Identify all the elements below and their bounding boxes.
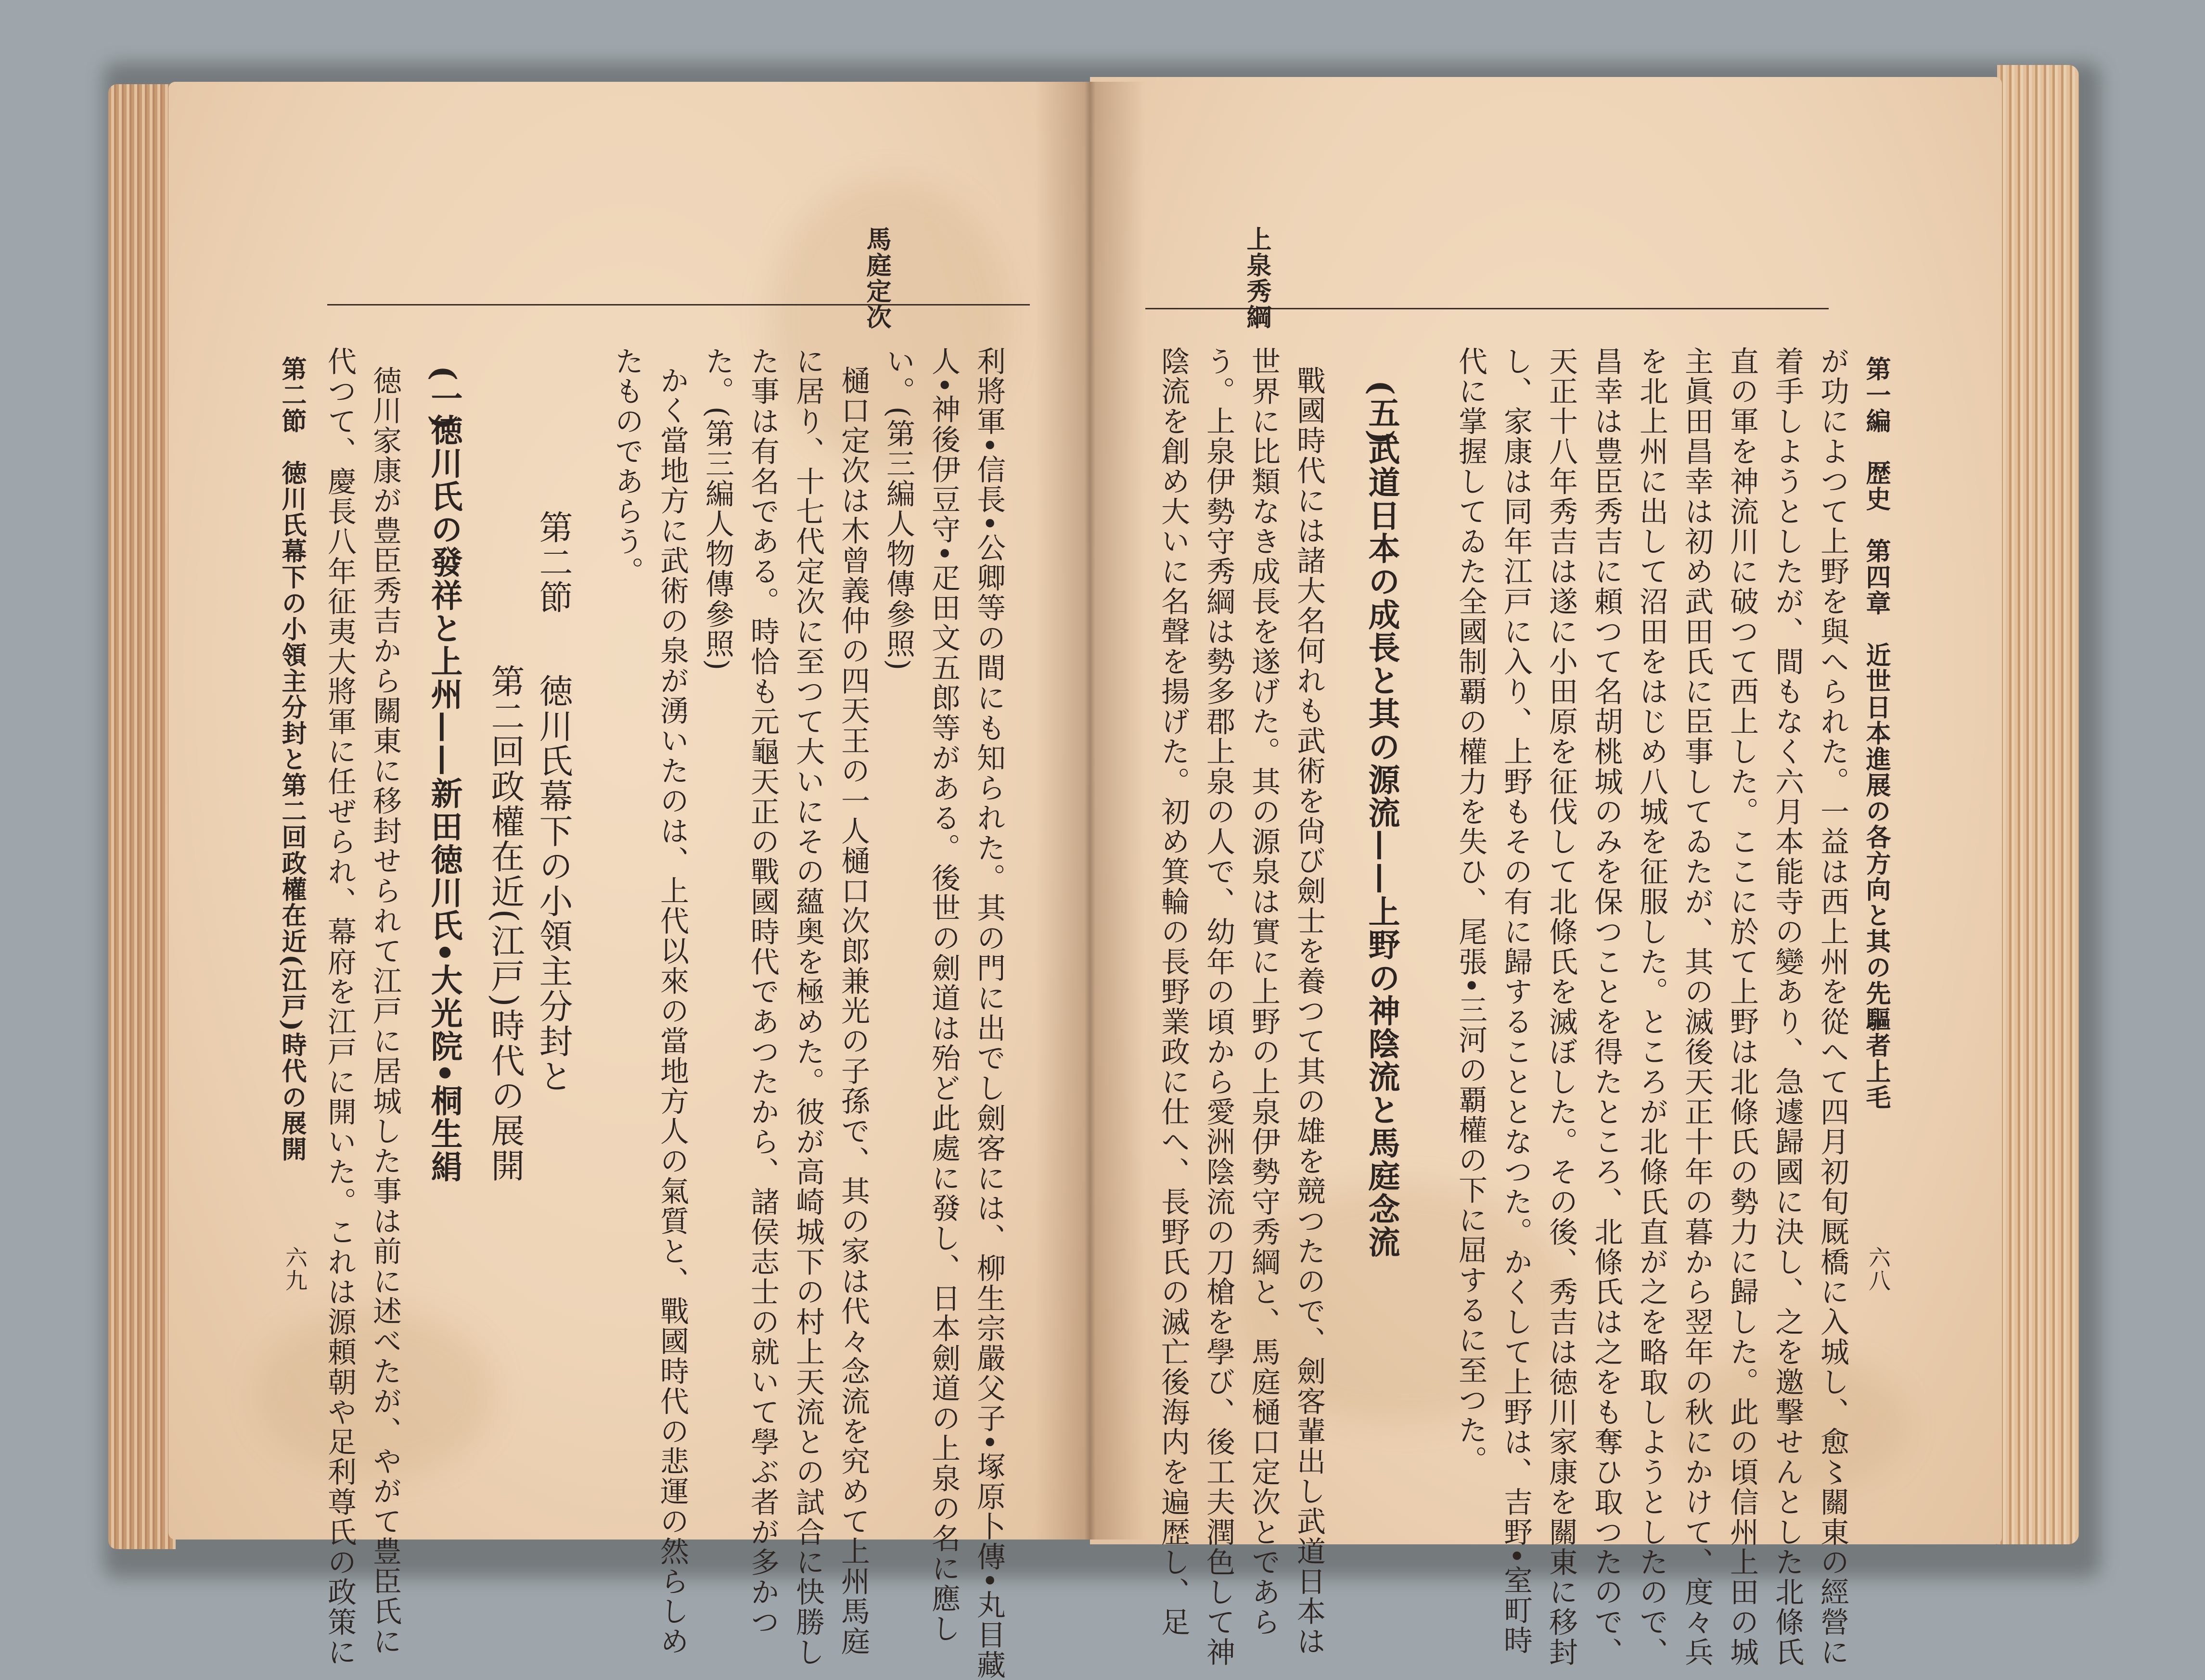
right-line-13: 陰流を創め大いに名聲を揚げた。初め箕輪の長野業政に仕へ、長野氏の滅亡後海内を遍歴し、足 (1156, 346, 1190, 1638)
left-line-11: 代つて、慶長八年征夷大將軍に任ぜられ、幕府を江戸に開いた。これは源頼朝や足利尊氏の政策に (323, 346, 357, 1667)
left-line-4: 樋口定次は木曾義仲の四天王の一人樋口次郎兼光の子孫で、其の家は代々念流を究めて上州馬庭 (836, 366, 870, 1657)
right-line-4: 主眞田昌幸は初め武田氏に臣事してゐたが、其の滅後天正十年の暮から翌年の秋にかけて、度々兵 (1680, 346, 1714, 1667)
right-page-number: 六八 (1865, 1246, 1891, 1292)
left-side-label: 馬庭定次 (862, 226, 891, 331)
right-line-2: 着手しようとしたが、間もなく六月本能寺の變あり、急遽歸國に決し、之を邀撃せんとした北條氏 (1770, 346, 1804, 1667)
left-subheading-title: 徳川氏の發祥と上州——新田徳川氏•大光院•桐生絹 (425, 414, 463, 1184)
right-line-5: を北上州に出して沼田をはじめ八城を征服した。ところが北條氏直が之を略取しようとしたので、 (1635, 346, 1668, 1667)
right-line-6: 昌幸は豊臣秀吉に頼つて名胡桃城のみを保つことを得たところ、北條氏は之をも奪ひ取つたので、 (1590, 346, 1623, 1667)
left-line-9: たものであらう。 (610, 346, 644, 587)
left-header-rule (327, 304, 1030, 305)
right-side-label: 上泉秀綱 (1242, 226, 1271, 331)
left-line-8: かく當地方に武術の泉が湧いたのは、上代以來の當地方人の氣質と、戰國時代の悲運の然らしめ (655, 366, 689, 1657)
right-subheading-number: (五) (1363, 380, 1400, 446)
right-line-12: う。上泉伊勢守秀綱は勢多郡上泉の人で、幼年の頃から愛洲陰流の刀槍を學び、後工夫潤色して神 (1202, 346, 1235, 1667)
section-number: 第二節 (534, 510, 573, 615)
left-line-5: に居り、十七代定次に至つて大いにその蘊奥を極めた。彼が高崎城下の村上天流との試合に快勝し (791, 346, 825, 1667)
section-subtitle: 第二回政權在近(江戸)時代の展開 (486, 664, 525, 1184)
section-title: 徳川氏幕下の小領主分封と (534, 674, 573, 1094)
book-gutter (1035, 82, 1145, 1540)
right-line-11: 世界に比類なき成長を遂げた。其の源泉は實に上野の上泉伊勢守秀綱と、馬庭樋口定次とであら (1247, 346, 1281, 1638)
right-line-9: 代に掌握してゐた全國制覇の權力を失ひ、尾張•三河の覇權の下に屈するに至つた。 (1454, 346, 1487, 1476)
left-line-7: た。(第三編人物傳參照) (701, 346, 734, 672)
left-page-edges (108, 84, 176, 1549)
left-line-2: 人•神後伊豆守•疋田文五郎等がある。後世の劍道は殆ど此處に發し、日本劍道の上泉の名に應し (927, 346, 961, 1644)
right-line-3: 直の軍を神流川に破つて西上した。ここに於て上野は北條氏の勢力に歸した。此の頃信州上田の城 (1725, 346, 1759, 1667)
left-page-number: 六九 (282, 1246, 308, 1292)
left-line-6: た事は有名である。時恰も元龜天正の戰國時代であつたから、諸侯志士の就いて學ぶ者が多かつ (746, 346, 780, 1638)
right-line-10: 戰國時代には諸大名何れも武術を尙び劍士を養つて其の雄を競つたので、劍客輩出し武道日本は (1292, 366, 1326, 1657)
right-line-8: し、家康は同年江戸に入り、上野もその有に歸することとなつた。かくして上野は、吉野•室町時 (1499, 346, 1533, 1655)
left-subheading-number: (一) (425, 366, 463, 432)
left-line-3: い。(第三編人物傳參照) (882, 346, 915, 672)
left-running-head: 第二節 徳川氏幕下の小領主分封と第二回政權在近(江戸)時代の展開 (277, 356, 307, 1162)
left-line-10: 徳川家康が豊臣秀吉から關東に移封せられて江戸に居城した事は前に述べたが、やがて豊臣氏に (368, 366, 402, 1657)
right-running-head: 第一編 歴史 第四章 近世日本進展の各方向と其の先驅者上毛 (1861, 356, 1891, 1111)
right-line-7: 天正十八年秀吉は遂に小田原を征伐して北條氏を滅ぼした。その後、秀吉は徳川家康を關東に移封 (1544, 346, 1578, 1667)
left-line-1: 利將軍•信長•公卿等の間にも知られた。其の門に出でし劍客には、柳生宗嚴父子•塚原卜傳•丸目藏 (972, 346, 1006, 1680)
right-subheading-title: 武道日本の成長と其の源流——上野の神陰流と馬庭念流 (1363, 433, 1400, 1259)
right-line-1: が功によつて上野を與へられた。一益は西上州を從へて四月初旬厩橋に入城し、愈〻關東の經營に (1816, 346, 1849, 1667)
right-page-edges (1997, 65, 2079, 1544)
